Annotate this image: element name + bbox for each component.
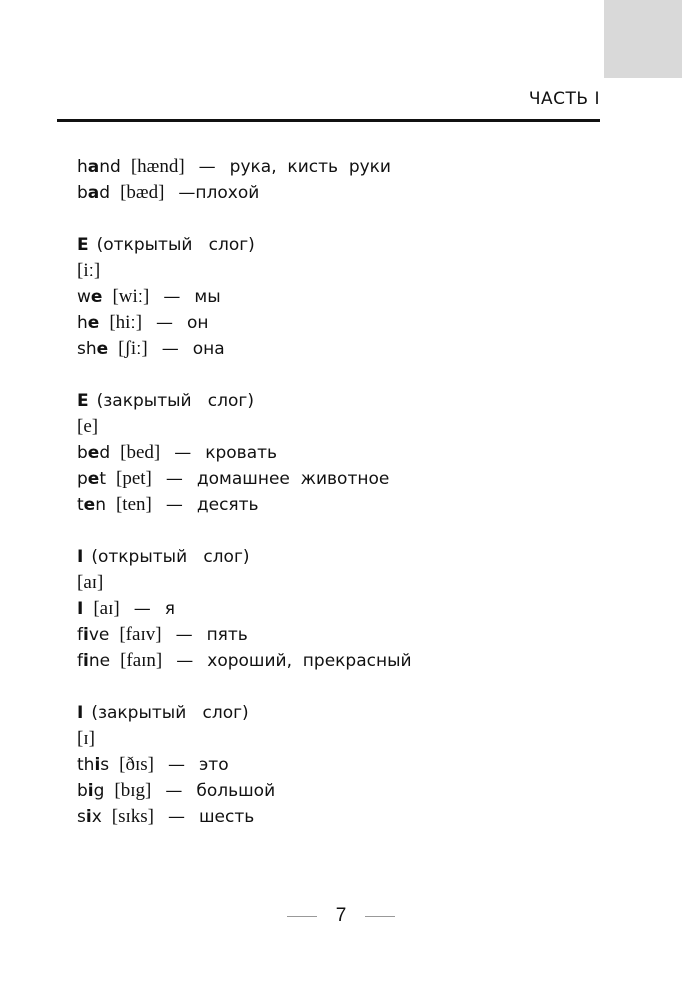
word-entry	[77, 804, 597, 830]
letter-heading	[77, 388, 597, 414]
ipa-transcription: [faɪv]	[119, 624, 162, 645]
word-prefix: h	[77, 313, 88, 333]
word-vowel: e	[96, 339, 109, 359]
em-dash: —	[156, 313, 174, 333]
word-entry	[77, 648, 597, 674]
ipa-transcription: [bɪg]	[114, 780, 152, 801]
em-dash: —	[161, 339, 179, 359]
word-prefix: f	[77, 651, 83, 671]
ipa-transcription: [hænd]	[130, 156, 185, 177]
word-entry	[77, 180, 597, 206]
english-word	[77, 287, 102, 307]
english-word	[77, 755, 109, 775]
em-dash: —	[133, 599, 151, 619]
word-vowel: e	[87, 469, 100, 489]
ipa-transcription: [sɪks]	[111, 806, 154, 827]
english-word	[77, 469, 106, 489]
word-entry	[77, 492, 597, 518]
em-dash: —	[175, 625, 193, 645]
russian-translation: мы	[194, 287, 221, 307]
russian-translation: шесть	[198, 807, 255, 827]
word-entry	[77, 466, 597, 492]
syllable-type: (закрытый слог)	[96, 391, 254, 411]
english-word	[77, 495, 106, 515]
ipa-transcription: [faɪn]	[120, 650, 163, 671]
russian-translation: рука, кисть руки	[229, 157, 391, 177]
word-prefix: s	[77, 807, 86, 827]
english-word	[77, 157, 121, 177]
heading-letter: I	[77, 547, 84, 567]
word-prefix: th	[77, 755, 95, 775]
em-dash: —	[176, 651, 194, 671]
word-vowel: e	[87, 313, 100, 333]
block-spacer	[77, 674, 597, 700]
word-vowel: i	[87, 781, 94, 801]
word-suffix: ne	[88, 651, 111, 671]
ipa-transcription: [ðɪs]	[119, 754, 154, 775]
word-vowel: i	[83, 651, 89, 671]
word-prefix: b	[77, 781, 88, 801]
word-entry	[77, 154, 597, 180]
word-vowel: i	[83, 625, 89, 645]
english-word	[77, 599, 83, 619]
footer-line-left	[287, 916, 317, 917]
em-dash: —	[167, 755, 185, 775]
russian-translation: это	[198, 755, 229, 775]
word-entry	[77, 310, 597, 336]
word-prefix: sh	[77, 339, 97, 359]
heading-letter: I	[77, 703, 84, 723]
em-dash: —	[174, 443, 192, 463]
word-entry	[77, 440, 597, 466]
word-prefix: p	[77, 469, 88, 489]
word-vowel: a	[87, 157, 100, 177]
syllable-type: (открытый слог)	[96, 235, 255, 255]
word-vowel: i	[94, 755, 101, 775]
russian-translation: он	[187, 313, 209, 333]
word-entry	[77, 336, 597, 362]
page-number: 7	[335, 905, 347, 926]
word-prefix: f	[77, 625, 83, 645]
word-vowel: e	[90, 287, 103, 307]
english-word	[77, 625, 109, 645]
english-word	[77, 339, 108, 359]
russian-translation: я	[164, 599, 175, 619]
english-word	[77, 651, 110, 671]
block-spacer	[77, 206, 597, 232]
heading-letter: E	[77, 391, 89, 411]
page-footer	[0, 905, 682, 927]
word-suffix: s	[100, 755, 110, 775]
letter-heading	[77, 700, 597, 726]
letter-heading	[77, 232, 597, 258]
word-entry	[77, 284, 597, 310]
em-dash: —	[165, 495, 183, 515]
russian-translation: большой	[196, 781, 276, 801]
russian-translation: пять	[206, 625, 248, 645]
word-suffix: n	[95, 495, 106, 515]
heading-letter: E	[77, 235, 89, 255]
word-suffix: nd	[99, 157, 121, 177]
russian-translation: десять	[196, 495, 259, 515]
word-prefix: h	[77, 157, 88, 177]
em-dash: —	[163, 287, 181, 307]
em-dash: —	[178, 183, 196, 203]
word-entry	[77, 778, 597, 804]
word-suffix: d	[99, 183, 111, 203]
word-prefix: t	[77, 495, 84, 515]
em-dash: —	[198, 157, 216, 177]
sound-transcription: [iː]	[77, 260, 101, 281]
russian-translation: домашнее животное	[196, 469, 390, 489]
english-word	[77, 183, 110, 203]
word-entry	[77, 752, 597, 778]
vocabulary-list	[77, 154, 597, 830]
header-divider	[57, 119, 600, 122]
russian-translation: она	[192, 339, 225, 359]
english-word	[77, 807, 102, 827]
word-prefix: b	[77, 443, 88, 463]
word-vowel: i	[85, 807, 92, 827]
word-suffix: t	[99, 469, 106, 489]
ipa-transcription: [ten]	[115, 494, 152, 515]
sound-transcription: [ɪ]	[77, 728, 95, 749]
word-vowel: e	[87, 443, 100, 463]
word-suffix: g	[93, 781, 105, 801]
ipa-transcription: [pet]	[116, 468, 152, 489]
em-dash: —	[165, 781, 183, 801]
word-entry	[77, 596, 597, 622]
sound-transcription: [e]	[77, 416, 99, 437]
letter-heading	[77, 544, 597, 570]
em-dash: —	[165, 469, 183, 489]
russian-translation: плохой	[195, 183, 260, 203]
ipa-transcription: [hiː]	[109, 312, 143, 333]
word-prefix: b	[77, 183, 88, 203]
em-dash: —	[167, 807, 185, 827]
section-tab-marker	[604, 0, 682, 78]
english-word	[77, 313, 99, 333]
block-spacer	[77, 362, 597, 388]
word-vowel: a	[87, 183, 100, 203]
part-title: ЧАСТЬ I	[528, 89, 600, 109]
syllable-type: (открытый слог)	[91, 547, 250, 567]
english-word	[77, 781, 104, 801]
ipa-transcription: [ʃiː]	[118, 338, 148, 359]
ipa-transcription: [bed]	[120, 442, 161, 463]
russian-translation: хороший, прекрасный	[207, 651, 412, 671]
syllable-type: (закрытый слог)	[91, 703, 249, 723]
english-word	[77, 443, 110, 463]
word-vowel: I	[77, 599, 84, 619]
word-entry	[77, 622, 597, 648]
ipa-transcription: [aɪ]	[93, 598, 120, 619]
ipa-transcription: [bæd]	[120, 182, 165, 203]
russian-translation: кровать	[205, 443, 278, 463]
block-spacer	[77, 518, 597, 544]
word-vowel: e	[83, 495, 96, 515]
ipa-transcription: [wiː]	[112, 286, 150, 307]
word-suffix: x	[91, 807, 102, 827]
word-suffix: ve	[88, 625, 110, 645]
footer-line-right	[365, 916, 395, 917]
word-prefix: w	[77, 287, 91, 307]
word-suffix: d	[99, 443, 111, 463]
sound-transcription: [aɪ]	[77, 572, 104, 593]
